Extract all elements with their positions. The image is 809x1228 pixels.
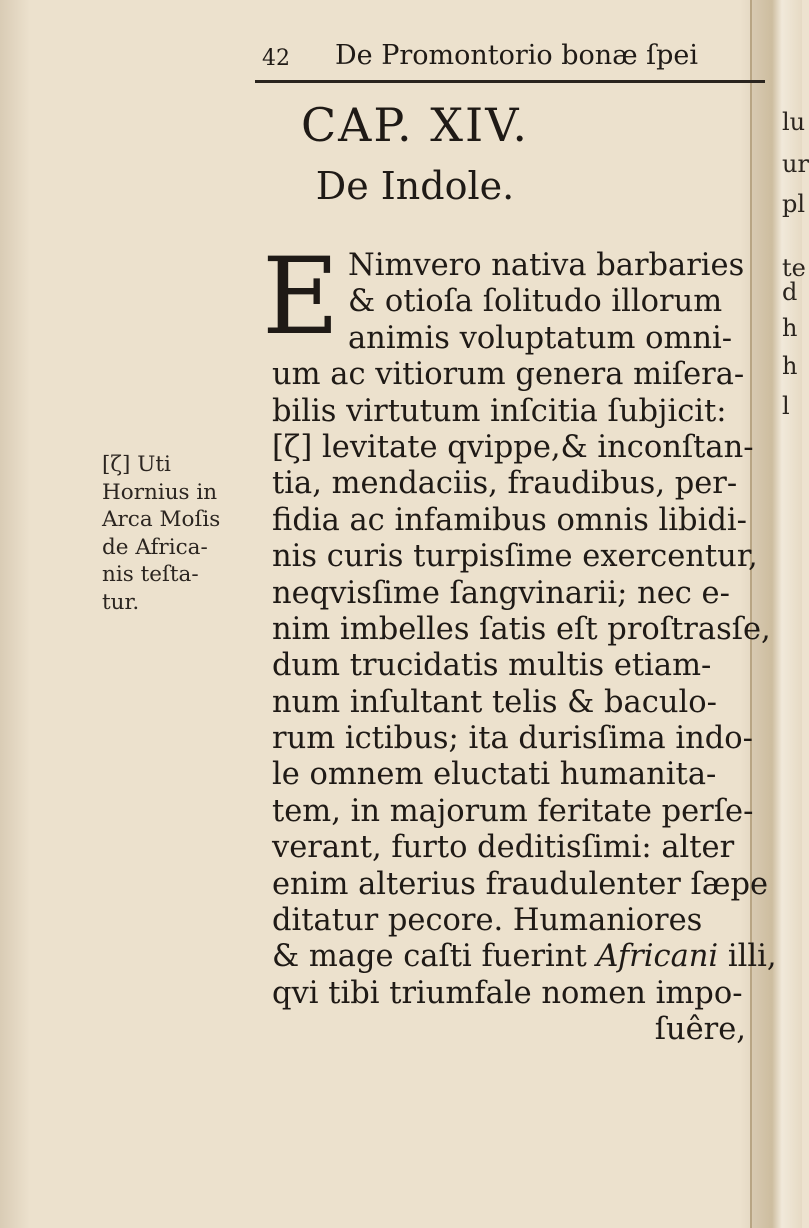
text-line: rum ictibus; ita durisſima indo- [272,721,753,757]
gutter-fragment: d [782,278,798,306]
text-line: & otioſa ſolitudo illorum [348,284,723,320]
gutter-fragment: pl [782,190,806,218]
text-line: neqvisſime ſangvinarii; nec e- [272,575,730,611]
text-line: ditatur pecore. Humaniores [272,903,703,939]
text-line: bilis virtutum inſcitia ſubjicit: [272,393,727,429]
text-line: nis curis turpisſime exercentur, [272,539,758,575]
margin-line: [ζ] Uti [102,452,171,477]
chapter-title: CAP. XIV. [300,98,529,152]
text-fragment: illi, [727,939,777,975]
text-fragment: & mage caſti fuerint [272,939,587,975]
text-line: verant, furto deditisſimi: alter [272,830,735,866]
text-line: tia, mendaciis, fraudibus, per- [272,466,738,502]
italic-word: Africani [596,939,719,975]
text-line: le omnem eluctati humanita- [272,757,717,793]
body-text [272,248,782,1049]
text-line: enim alterius fraudulenter ſæpe [272,866,769,902]
page-number: 42 [262,46,290,71]
margin-line: tur. [102,589,140,615]
header-rule [255,80,765,83]
margin-line: de Africa- [102,534,208,560]
gutter-fragment: h [782,352,798,380]
text-line: tem, in majorum feritate perſe- [272,793,754,829]
running-title: De Promontorio bonæ ſpei [335,40,699,71]
drop-capital: E [262,235,340,358]
gutter-fragment: te [782,254,806,282]
chapter-subtitle: De Indole. [315,164,515,208]
text-line: nim imbelles ſatis eſt proſtrasſe, [272,611,771,647]
text-line: fidia ac infamibus omnis libidi- [272,502,747,538]
marginal-note [102,451,262,617]
text-line: dum trucidatis multis etiam- [272,648,712,684]
gutter-fragment: lu [782,108,806,136]
gutter-fragment: h [782,314,798,342]
text-line: ſuêre, [654,1012,746,1048]
text-line: [ζ] levitate qvippe,& inconſtan- [272,429,754,465]
margin-line: Hornius in [102,479,218,505]
text-line: qvi tibi triumfale nomen impo- [272,975,743,1011]
text-line: num inſultant telis & baculo- [272,684,717,720]
margin-line: nis teſta- [102,562,199,588]
gutter-fragment: ur [782,150,809,178]
gutter-fragment: l [782,392,790,420]
text-line: Nimvero nativa barbaries [348,248,745,283]
text-line: animis voluptatum omni- [348,320,733,356]
text-line [272,939,782,975]
text-line: um ac vitiorum genera miſera- [272,357,745,393]
margin-line: Arca Moſis [102,507,221,533]
